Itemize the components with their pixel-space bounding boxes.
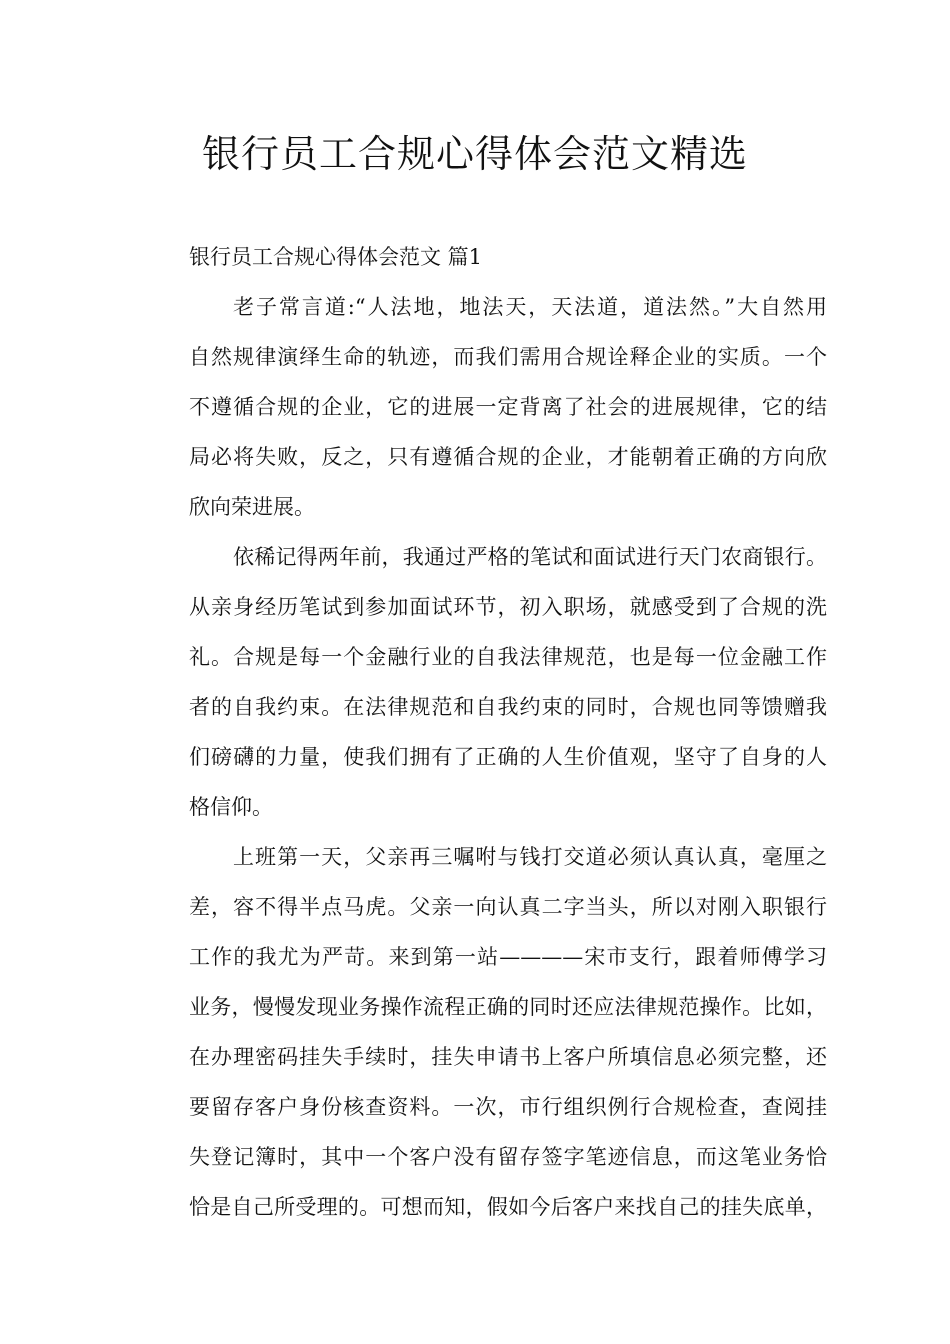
document-title: 银行员工合规心得体会范文精选 [201, 132, 748, 176]
text-line: 者的自我约束。在法律规范和自我约束的同时，合规也同等馈赠我 [189, 695, 827, 719]
text-line: 业务，慢慢发现业务操作流程正确的同时还应法律规范操作。比如， [189, 995, 827, 1019]
text-line: 失登记簿时，其中一个客户没有留存签字笔迹信息，而这笔业务恰 [189, 1145, 827, 1169]
text-line: 依稀记得两年前，我通过严格的笔试和面试进行天门农商银行。 [233, 545, 827, 569]
paragraph-1 [145, 282, 827, 532]
text-line: 自然规律演绎生命的轨迹，而我们需用合规诠释企业的实质。一个 [189, 345, 827, 369]
text-line: 差，容不得半点马虎。父亲一向认真二字当头，所以对刚入职银行 [189, 895, 827, 919]
text-line: 们磅礴的力量，使我们拥有了正确的人生价值观，坚守了自身的人 [189, 745, 827, 769]
paragraph-2 [145, 532, 827, 832]
text-line: 格信仰。 [189, 795, 273, 819]
text-line: 老子常言道:“人法地，地法天，天法道，道法然。”大自然用 [233, 295, 827, 319]
text-line: 恰是自己所受理的。可想而知，假如今后客户来找自己的挂失底单， [189, 1195, 827, 1219]
text-line: 从亲身经历笔试到参加面试环节，初入职场，就感受到了合规的洗 [189, 595, 827, 619]
text-line: 要留存客户身份核查资料。一次，市行组织例行合规检查，查阅挂 [189, 1095, 827, 1119]
text-line: 局必将失败，反之，只有遵循合规的企业，才能朝着正确的方向欣 [189, 445, 827, 469]
text-line: 欣向荣进展。 [189, 495, 315, 519]
paragraph-3 [145, 832, 827, 1232]
text-line: 礼。合规是每一个金融行业的自我法律规范，也是每一位金融工作 [189, 645, 827, 669]
text-line: 上班第一天，父亲再三嘱咐与钱打交道必须认真认真，毫厘之 [233, 845, 827, 869]
text-line: 工作的我尤为严苛。来到第一站————宋市支行，跟着师傅学习 [189, 945, 827, 969]
text-line: 在办理密码挂失手续时，挂失申请书上客户所填信息必须完整，还 [189, 1045, 827, 1069]
section-heading: 银行员工合规心得体会范文 篇1 [189, 245, 483, 269]
text-line: 不遵循合规的企业，它的进展一定背离了社会的进展规律，它的结 [189, 395, 827, 419]
document-body [145, 232, 827, 1232]
